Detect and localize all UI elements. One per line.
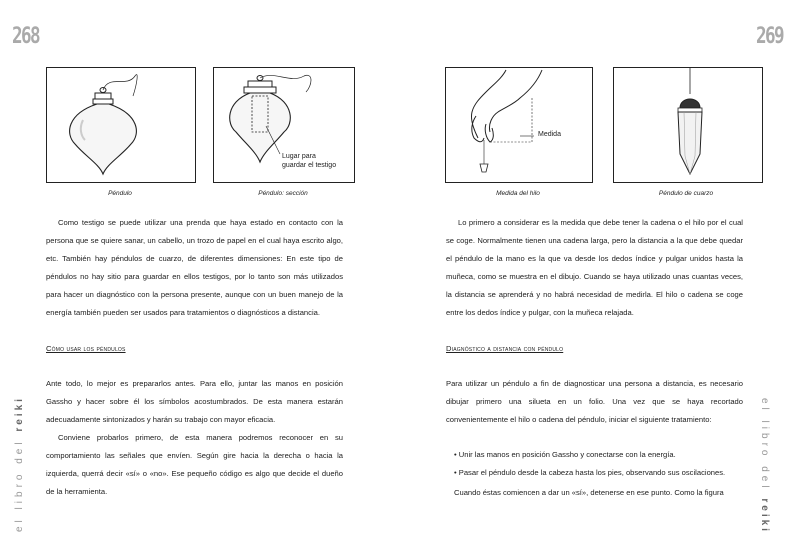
left-paragraph-3: Conviene probarlos primero, de esta manera podremos reconocer en su comportamiento las señales que envíen. Según gire hacia la derecha o hacia la izquierda, querrá decir «sí» o «no». Ese pequeño código es algo que decide el dueño de la herramienta.: [46, 433, 343, 496]
caption-quartz-pendulum: Péndulo de cuarzo: [658, 190, 714, 197]
figure-quartz-pendulum: [613, 67, 763, 183]
page-number-right: 269: [756, 24, 783, 49]
caption-pendulum-section: Péndulo: sección: [258, 190, 308, 197]
caption-pendulum: Péndulo: [108, 190, 132, 197]
figure-thread-measure: [445, 67, 593, 183]
left-section-heading: Cómo usar los péndulos: [46, 344, 126, 353]
right-section-heading: Diagnóstico a distancia con péndulo: [446, 344, 564, 353]
right-page: [392, 0, 785, 547]
quartz-drawing: [614, 68, 762, 182]
page-number-left: 268: [12, 24, 39, 49]
pendulum-drawing: [47, 68, 195, 182]
left-paragraph-1: Como testigo se puede utilizar una prenda que haya estado en contacto con la persona que se quiere sanar, un cabello, un trozo de papel en el cual haya escrito algo, etc. También hay péndulos de cuarzo, de diferentes dimensiones: En este tipo de péndulos no hay sitio para guardar en ellos testigos, por lo tanto son más utilizados para hacer un diagnóstico con la persona presente, aunque con un buen manejo de la energía también pueden ser usados para tratamientos o diagnósticos a distancia.: [46, 218, 343, 317]
side-title-right: el libro del reiki: [759, 398, 770, 534]
side-title-left: el libro del reiki: [14, 396, 25, 532]
right-paragraph-3: Cuando éstas comiencen a dar un «sí», detenerse en ese punto. Como la figura: [454, 488, 724, 497]
section-label: Lugar para guardar el testigo: [282, 153, 337, 169]
figure-pendulum: [46, 67, 196, 183]
right-paragraph-2: Para utilizar un péndulo a fin de diagnosticar una persona a distancia, es necesario dibujar primero una silueta en un folio. Una vez que se haya recortado convenientemente el hilo o cadena del péndulo, iniciar el siguiente tratamiento:: [446, 379, 743, 424]
figure-pendulum-section: [213, 67, 355, 183]
right-paragraph-1: Lo primero a considerar es la medida que debe tener la cadena o el hilo por el cual se coge. Normalmente tienen una cadena larga, pero la distancia a la que debe quedar el péndulo de la mano es la que va desde los dedos índice y pulgar unidos hasta la muñeca, como se muestra en el dibujo. Cuando se haya utilizado unas cuantas veces, la distancia se aprenderá y no habrá necesidad de medirla. El hilo o cadena se coge entre los dedos índice y pulgar, con la muñeca relajada.: [446, 218, 743, 317]
hand-drawing: [446, 68, 592, 182]
measure-label: Medida: [538, 131, 561, 138]
left-paragraph-2: Ante todo, lo mejor es prepararlos antes. Para ello, juntar las manos en posición Gassho y hacer sobre él los símbolos acostumbrados. De esta manera estarán adecuadamente sintonizados y harán su trabajo con mayor eficacia.: [46, 379, 343, 424]
right-bullet-2: • Pasar el péndulo desde la cabeza hasta los pies, observando sus oscilaciones.: [454, 468, 726, 477]
left-page: [0, 0, 390, 547]
right-bullet-1: • Unir las manos en posición Gassho y conectarse con la energía.: [454, 450, 676, 459]
caption-thread-measure: Medida del hilo: [496, 190, 540, 197]
